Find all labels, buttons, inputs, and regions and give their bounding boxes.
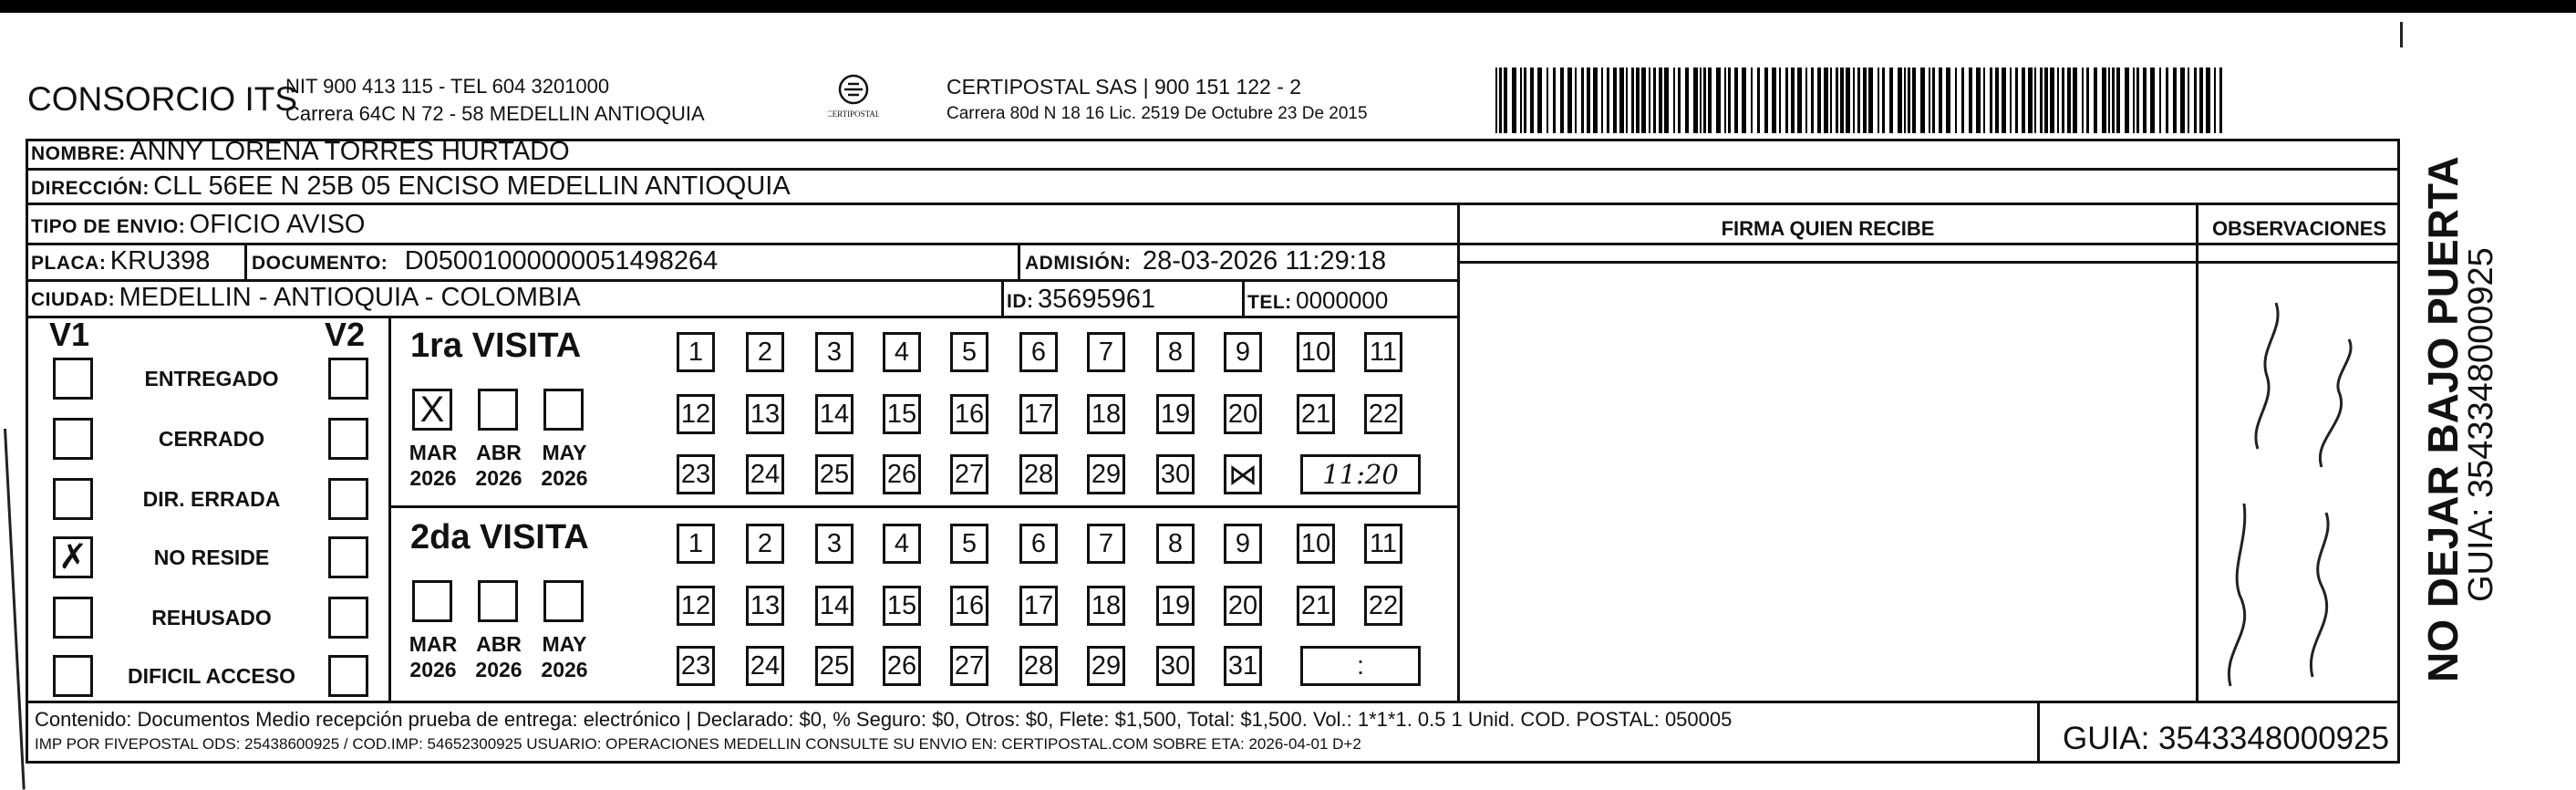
status-label: CERRADO (158, 427, 265, 451)
barcode-bar (1878, 68, 1879, 133)
barcode-bar (2150, 68, 2155, 133)
barcode-bar (1830, 68, 1832, 133)
tel-value: 0000000 (1296, 286, 1389, 314)
day-box[interactable]: 10 (1297, 332, 1335, 372)
nombre-label: NOMBRE: (31, 143, 126, 164)
barcode-bar (1742, 68, 1746, 133)
day-box[interactable]: 23 (677, 646, 715, 686)
barcode-bar (1976, 68, 1981, 133)
status-label: DIR. ERRADA (142, 487, 281, 511)
divider (1457, 203, 1460, 701)
barcode-bar (1751, 68, 1753, 133)
barcode-bar (1939, 68, 1942, 133)
barcode-bar (1631, 68, 1634, 133)
month-label: MAY (542, 632, 587, 656)
day-box[interactable]: 15 (883, 586, 921, 626)
day-box[interactable]: 5 (950, 332, 988, 372)
direccion-row (31, 172, 791, 202)
barcode-bar (2102, 68, 2106, 133)
barcode-bar (1716, 68, 1721, 133)
day-box[interactable]: 1 (677, 332, 715, 372)
documento-label: DOCUMENTO: (252, 253, 388, 274)
barcode-bar (1636, 68, 1640, 133)
barcode-bar (1857, 68, 1860, 133)
day-box[interactable]: 6 (1019, 332, 1058, 372)
day-box[interactable]: ⋈ (1224, 454, 1262, 494)
divider (1018, 243, 1020, 279)
day-box[interactable]: 21 (1297, 394, 1335, 434)
barcode-bar (2166, 68, 2168, 133)
divider (1001, 279, 1004, 316)
barcode-bar (1946, 68, 1950, 133)
year-label: 2026 (541, 658, 588, 681)
barcode-bar (1734, 68, 1738, 133)
month-label: MAR (409, 632, 458, 656)
observaciones-handwriting (2203, 266, 2396, 695)
barcode-bar (1581, 68, 1584, 133)
month-year (467, 631, 531, 682)
month-checkbox[interactable]: X (412, 389, 452, 431)
barcode-bar (2136, 68, 2139, 133)
barcode-bar (2116, 68, 2120, 133)
v2-checkbox[interactable] (328, 418, 368, 460)
day-box[interactable]: 29 (1087, 454, 1125, 494)
visit-title: 1ra VISITA (410, 327, 582, 365)
divider (2196, 203, 2198, 701)
barcode-bar (1575, 68, 1577, 133)
day-box[interactable]: 17 (1019, 586, 1058, 626)
day-box[interactable]: 29 (1087, 646, 1125, 686)
admision-row (1025, 246, 1386, 276)
barcode-bar (1700, 68, 1702, 133)
warning-no-dejar: NO DEJAR BAJO PUERTA (2419, 156, 2467, 682)
tipo-value: OFICIO AVISO (189, 210, 366, 239)
day-box[interactable]: 13 (746, 394, 784, 434)
nombre-row (31, 137, 570, 167)
side-guia-number: GUIA: 3543348000925 (2462, 247, 2500, 602)
day-box[interactable]: 19 (1156, 394, 1195, 434)
month-year (533, 440, 596, 491)
barcode-bar (1626, 68, 1628, 133)
documento-value: D05001000000051498264 (404, 246, 719, 275)
v2-header: V2 (325, 316, 366, 353)
documento-row (252, 246, 718, 276)
day-box[interactable]: 6 (1019, 524, 1058, 564)
barcode (1495, 68, 2225, 133)
id-label: ID: (1007, 291, 1034, 312)
barcode-bar (1969, 68, 1972, 133)
barcode-bar (2086, 68, 2089, 133)
barcode-bar (1499, 68, 1502, 133)
barcode-bar (1811, 68, 1814, 133)
placa-row (31, 246, 210, 276)
day-box[interactable]: 28 (1019, 646, 1058, 686)
status-label: REHUSADO (151, 606, 272, 629)
barcode-bar (1641, 68, 1646, 133)
day-box[interactable]: 20 (1224, 394, 1262, 434)
tipo-row (31, 210, 365, 240)
barcode-bar (2199, 68, 2203, 133)
day-box[interactable]: 3 (815, 332, 853, 372)
day-box[interactable]: 8 (1156, 524, 1195, 564)
barcode-bar (1840, 68, 1844, 133)
tel-row (1247, 286, 1388, 315)
month-year (533, 631, 596, 682)
barcode-bar (1678, 68, 1681, 133)
tipo-label: TIPO DE ENVIO: (31, 216, 186, 237)
barcode-bar (2125, 68, 2129, 133)
divider (26, 316, 1457, 318)
visit-title: 2da VISITA (410, 518, 589, 556)
v1-checkbox[interactable] (53, 655, 93, 697)
status-label: ENTREGADO (144, 367, 279, 390)
barcode-bar (1904, 68, 1906, 133)
v1-checkbox[interactable] (53, 358, 93, 400)
status-label: NO RESIDE (153, 546, 270, 569)
carrier-name: CERTIPOSTAL SAS | 900 151 122 - 2 (947, 75, 1302, 99)
day-box[interactable]: 26 (883, 454, 921, 494)
day-box[interactable]: 2 (746, 332, 784, 372)
day-box[interactable]: 19 (1156, 586, 1195, 626)
barcode-bar (1601, 68, 1603, 133)
day-box[interactable]: 4 (883, 332, 921, 372)
day-box[interactable]: 16 (950, 394, 988, 434)
v2-checkbox[interactable] (328, 358, 368, 400)
divider (26, 701, 2400, 703)
month-checkbox[interactable] (478, 389, 518, 431)
placa-value: KRU398 (109, 246, 211, 275)
day-box[interactable]: 7 (1087, 332, 1125, 372)
time-box[interactable]: 11:20 (1300, 454, 1421, 494)
barcode-bar (1955, 68, 1957, 133)
month-label: ABR (476, 632, 522, 656)
month-checkbox[interactable] (543, 580, 584, 622)
admision-value: 28-03-2026 11:29:18 (1142, 246, 1387, 275)
barcode-bar (2050, 68, 2054, 133)
day-box[interactable]: 25 (815, 646, 853, 686)
barcode-bar (2133, 68, 2135, 133)
barcode-bar (1990, 68, 1992, 133)
barcode-bar (2214, 68, 2216, 133)
day-box[interactable]: 25 (815, 454, 853, 494)
scan-border-top (0, 0, 2576, 13)
barcode-bar (2159, 68, 2161, 133)
day-box[interactable]: 11 (1364, 524, 1402, 564)
v2-checkbox[interactable] (328, 536, 368, 578)
day-box[interactable]: 7 (1087, 524, 1125, 564)
contenido-line: Contenido: Documentos Medio recepción prueba de entrega: electrónico | Declarado: $0, % Seguro: $0, Otros: $0, Flete: $1,500, Total: $1,500. Vol.: 1*1*1. 0.5 1 Unid. COD. POSTAL: 050005 (35, 708, 1733, 731)
barcode-bar (1983, 68, 1985, 133)
barcode-bar (1685, 68, 1689, 133)
month-year (401, 440, 465, 491)
v1-checkbox[interactable] (53, 597, 93, 639)
admision-label: ADMISIÓN: (1025, 253, 1132, 274)
month-label: MAR (409, 441, 458, 464)
barcode-bar (1995, 68, 1999, 133)
barcode-bar (1785, 68, 1788, 133)
barcode-bar (1817, 68, 1821, 133)
barcode-bar (1693, 68, 1698, 133)
day-box[interactable]: 17 (1019, 394, 1058, 434)
barcode-bar (1703, 68, 1706, 133)
divider (2196, 261, 2400, 264)
barcode-bar (1495, 68, 1497, 133)
barcode-bar (2044, 68, 2048, 133)
barcode-bar (2194, 68, 2197, 133)
month-year (401, 631, 465, 682)
day-box[interactable]: 24 (746, 646, 784, 686)
carrier-address: Carrera 80d N 18 16 Lic. 2519 De Octubre 23 De 2015 (947, 104, 1368, 123)
year-label: 2026 (475, 658, 522, 681)
v2-checkbox[interactable] (328, 478, 368, 520)
firma-header: FIRMA QUIEN RECIBE (1721, 217, 1935, 240)
v1-checkbox[interactable] (53, 418, 93, 460)
barcode-bar (1846, 68, 1850, 133)
year-label: 2026 (409, 466, 457, 490)
barcode-bar (1836, 68, 1838, 133)
day-box[interactable]: 23 (677, 454, 715, 494)
day-box[interactable]: 14 (815, 394, 853, 434)
placa-label: PLACA: (31, 253, 107, 274)
guia-number: GUIA: 3543348000925 (2063, 721, 2390, 756)
day-box[interactable]: 30 (1156, 454, 1195, 494)
day-box[interactable]: 28 (1019, 454, 1058, 494)
barcode-bar (2034, 68, 2036, 133)
v2-checkbox[interactable] (328, 655, 368, 697)
barcode-bar (1912, 68, 1916, 133)
barcode-bar (1772, 68, 1776, 133)
barcode-bar (1805, 68, 1807, 133)
barcode-bar (2015, 68, 2018, 133)
day-box[interactable]: 12 (677, 394, 715, 434)
id-row (1007, 285, 1155, 315)
v1-checkbox[interactable]: ✗ (53, 536, 93, 578)
day-box[interactable]: 21 (1297, 586, 1335, 626)
barcode-bar (1929, 68, 1930, 133)
barcode-bar (2022, 68, 2025, 133)
barcode-bar (2219, 68, 2222, 133)
barcode-bar (1708, 68, 1712, 133)
logo-text: CERTIPOSTAL (828, 109, 879, 119)
year-label: 2026 (541, 466, 588, 490)
barcode-bar (1520, 68, 1522, 133)
day-box[interactable]: 8 (1156, 332, 1195, 372)
day-box[interactable]: 16 (950, 586, 988, 626)
day-box[interactable]: 5 (950, 524, 988, 564)
year-label: 2026 (409, 658, 457, 681)
barcode-bar (2010, 68, 2012, 133)
company-nit: NIT 900 413 115 - TEL 604 3201000 (285, 75, 610, 98)
day-box[interactable]: 18 (1087, 586, 1125, 626)
barcode-bar (1728, 68, 1731, 133)
barcode-bar (1537, 68, 1542, 133)
barcode-bar (1649, 68, 1650, 133)
direccion-label: DIRECCIÓN: (31, 178, 150, 199)
barcode-bar (1898, 68, 1902, 133)
barcode-bar (2108, 68, 2110, 133)
barcode-bar (1547, 68, 1548, 133)
day-box[interactable]: 13 (746, 586, 784, 626)
barcode-bar (2062, 68, 2064, 133)
company-address: Carrera 64C N 72 - 58 MEDELLIN ANTIOQUIA (285, 102, 705, 125)
day-box[interactable]: 9 (1224, 332, 1262, 372)
barcode-bar (1824, 68, 1828, 133)
day-box[interactable]: 9 (1224, 524, 1262, 564)
barcode-bar (2082, 68, 2084, 133)
direccion-value: CLL 56EE N 25B 05 ENCISO MEDELLIN ANTIOQUIA (153, 172, 791, 201)
barcode-bar (2206, 68, 2210, 133)
month-label: MAY (542, 441, 587, 464)
day-box[interactable]: 22 (1364, 586, 1402, 626)
v1-header: V1 (49, 316, 90, 353)
barcode-bar (1961, 68, 1964, 133)
barcode-bar (1512, 68, 1516, 133)
divider (244, 243, 247, 279)
barcode-bar (2143, 68, 2147, 133)
imp-line: IMP POR FIVEPOSTAL ODS: 25438600925 / COD.IMP: 54652300925 USUARIO: OPERACIONES MEDELLIN CONSULTE SU ENVIO EN: CERTIPOSTAL.COM SOBRE ETA: 2026-04-01 D+2 (35, 735, 1361, 753)
barcode-bar (1619, 68, 1624, 133)
barcode-bar (1863, 68, 1867, 133)
ciudad-label: CIUDAD: (31, 289, 116, 310)
barcode-bar (1504, 68, 1507, 133)
ciudad-value: MEDELLIN - ANTIOQUIA - COLOMBIA (119, 283, 581, 312)
scan-artifact-line (4, 429, 26, 790)
divider (1242, 279, 1245, 316)
day-box[interactable]: 20 (1224, 586, 1262, 626)
barcode-bar (1593, 68, 1598, 133)
id-value: 35695961 (1037, 285, 1155, 314)
observaciones-header: OBSERVACIONES (2211, 217, 2387, 240)
day-box[interactable]: 31 (1224, 646, 1262, 686)
barcode-bar (1920, 68, 1925, 133)
barcode-bar (2188, 68, 2189, 133)
certipostal-logo (828, 71, 879, 126)
month-checkbox[interactable] (543, 389, 584, 431)
month-label: ABR (476, 441, 522, 464)
day-box[interactable]: 11 (1364, 332, 1402, 372)
barcode-bar (2028, 68, 2033, 133)
divider (388, 505, 1457, 508)
barcode-bar (1868, 68, 1873, 133)
barcode-bar (1664, 68, 1669, 133)
barcode-bar (2094, 68, 2097, 133)
divider (388, 316, 391, 701)
divider (2037, 701, 2040, 764)
barcode-bar (1797, 68, 1802, 133)
divider (26, 203, 2400, 205)
barcode-bar (1673, 68, 1675, 133)
barcode-bar (2002, 68, 2006, 133)
barcode-bar (1908, 68, 1910, 133)
barcode-bar (2180, 68, 2185, 133)
barcode-bar (1791, 68, 1795, 133)
barcode-bar (2057, 68, 2059, 133)
day-box[interactable]: 10 (1297, 524, 1335, 564)
barcode-bar (1882, 68, 1885, 133)
day-box[interactable]: 1 (677, 524, 715, 564)
day-box[interactable]: 15 (883, 394, 921, 434)
barcode-bar (1932, 68, 1935, 133)
day-box[interactable]: 12 (677, 586, 715, 626)
ciudad-row (31, 283, 581, 313)
scan-artifact-mark (2400, 22, 2403, 47)
barcode-bar (1567, 68, 1572, 133)
v1-checkbox[interactable] (53, 478, 93, 520)
company-name: CONSORCIO ITS (27, 80, 298, 118)
barcode-bar (1779, 68, 1781, 133)
barcode-bar (1524, 68, 1526, 133)
day-box[interactable]: 27 (950, 454, 988, 494)
barcode-bar (2073, 68, 2077, 133)
barcode-bar (1653, 68, 1656, 133)
barcode-bar (1587, 68, 1590, 133)
day-box[interactable]: 24 (746, 454, 784, 494)
day-box[interactable]: 18 (1087, 394, 1125, 434)
barcode-bar (1613, 68, 1617, 133)
tel-label: TEL: (1247, 292, 1292, 313)
divider (26, 168, 2400, 171)
barcode-bar (1853, 68, 1855, 133)
day-box[interactable]: 3 (815, 524, 853, 564)
day-box[interactable]: 26 (883, 646, 921, 686)
day-box[interactable]: 4 (883, 524, 921, 564)
divider (26, 243, 2400, 245)
day-box[interactable]: 14 (815, 586, 853, 626)
barcode-bar (1764, 68, 1768, 133)
nombre-value: ANNY LORENA TORRES HURTADO (129, 137, 570, 166)
barcode-bar (2067, 68, 2071, 133)
divider (1457, 261, 2196, 264)
status-label: DIFICIL ACCESO (127, 664, 295, 688)
barcode-bar (2112, 68, 2115, 133)
day-box[interactable]: 2 (746, 524, 784, 564)
time-box[interactable]: : (1300, 646, 1421, 686)
barcode-bar (1607, 68, 1609, 133)
day-box[interactable]: 27 (950, 646, 988, 686)
barcode-bar (1659, 68, 1662, 133)
barcode-bar (1724, 68, 1726, 133)
day-box[interactable]: 22 (1364, 394, 1402, 434)
month-checkbox[interactable] (412, 580, 452, 622)
barcode-bar (2173, 68, 2177, 133)
day-box[interactable]: 30 (1156, 646, 1195, 686)
barcode-bar (2040, 68, 2043, 133)
v2-checkbox[interactable] (328, 597, 368, 639)
barcode-bar (1757, 68, 1760, 133)
barcode-bar (1560, 68, 1564, 133)
month-year (467, 440, 531, 491)
barcode-bar (1889, 68, 1893, 133)
barcode-bar (1553, 68, 1556, 133)
month-checkbox[interactable] (478, 580, 518, 622)
barcode-bar (1530, 68, 1534, 133)
year-label: 2026 (475, 466, 522, 490)
